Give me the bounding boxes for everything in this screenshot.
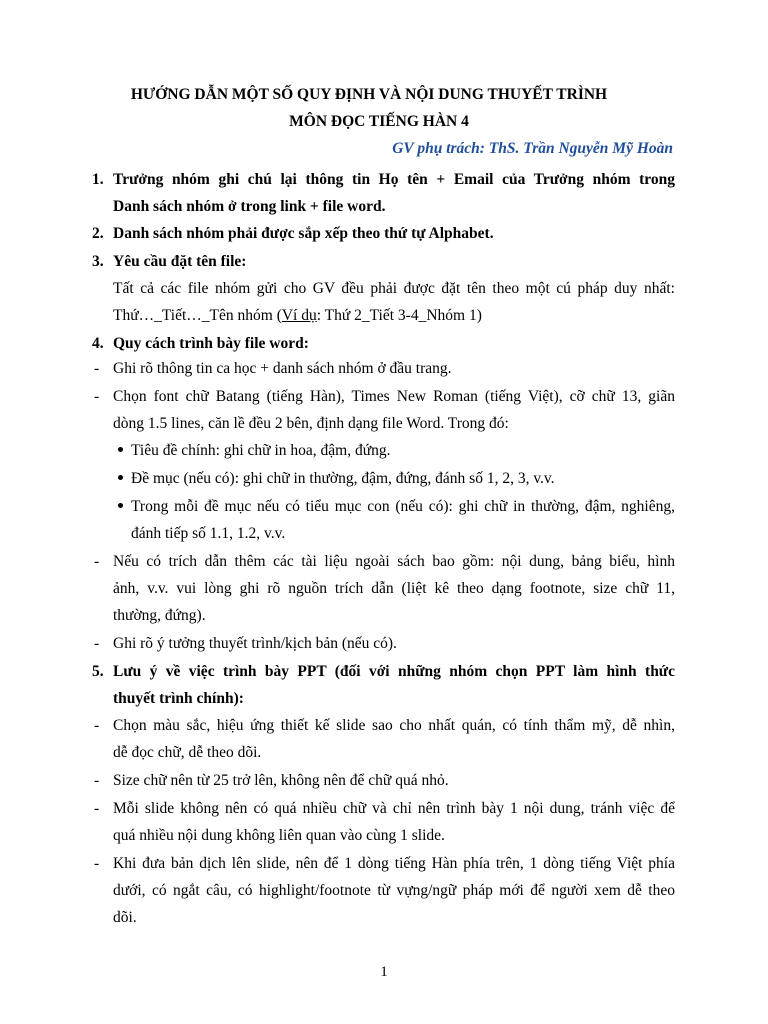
item-5-dash-1-line-1: Chọn màu sắc, hiệu ứng thiết kế slide sao cho nhất quán, có tính thẩm mỹ, dễ nhìn, bbox=[113, 717, 675, 734]
dash-marker: - bbox=[94, 388, 100, 405]
item-3-body-line-1: Tất cả các file nhóm gửi cho GV đều phải được đặt tên theo một cú pháp duy nhất: bbox=[113, 280, 675, 297]
bullet-marker bbox=[118, 475, 123, 480]
example-label: Ví dụ bbox=[281, 307, 317, 324]
filename-pattern: Thứ…_Tiết…_Tên nhóm ( bbox=[113, 307, 282, 324]
item-1-number: 1. bbox=[92, 171, 104, 188]
item-2-line-1: Danh sách nhóm phải được sắp xếp theo thứ tự Alphabet. bbox=[113, 225, 494, 242]
item-4-bullet-2: Đề mục (nếu có): ghi chữ in thường, đậm, đứng, đánh số 1, 2, 3, v.v. bbox=[131, 470, 555, 487]
item-4-dash-2-line-2: dòng 1.5 lines, căn lề đều 2 bên, định dạng file Word. Trong đó: bbox=[113, 415, 509, 432]
dash-marker: - bbox=[94, 553, 100, 570]
page-number: 1 bbox=[380, 964, 388, 980]
dash-marker: - bbox=[94, 360, 100, 377]
item-5-dash-1-line-2: dễ đọc chữ, dễ theo dõi. bbox=[113, 744, 262, 761]
dash-marker: - bbox=[94, 800, 100, 817]
item-4-dash-1: Ghi rõ thông tin ca học + danh sách nhóm ở đầu trang. bbox=[113, 360, 452, 377]
item-3-number: 3. bbox=[92, 253, 104, 270]
dash-marker: - bbox=[94, 772, 100, 789]
item-3-body-line-2 bbox=[113, 306, 675, 326]
document-title-line1: HƯỚNG DẪN MỘT SỐ QUY ĐỊNH VÀ NỘI DUNG THUYẾT TRÌNH bbox=[130, 86, 608, 103]
dash-marker: - bbox=[94, 717, 100, 734]
dash-marker: - bbox=[94, 635, 100, 652]
bullet-marker bbox=[118, 503, 123, 508]
item-4-dash-3-line-1: Nếu có trích dẫn thêm các tài liệu ngoài sách bao gồm: nội dung, bảng biểu, hình bbox=[113, 553, 675, 570]
item-5-dash-4-line-2: dưới, có ngắt câu, có highlight/footnote từ vựng/ngữ pháp mới để người xem dễ theo bbox=[113, 882, 675, 899]
item-5-dash-4-line-1: Khi đưa bản dịch lên slide, nên để 1 dòng tiếng Hàn phía trên, 1 dòng tiếng Việt phía bbox=[113, 855, 675, 872]
item-4-bullet-1: Tiêu đề chính: ghi chữ in hoa, đậm, đứng. bbox=[131, 442, 391, 459]
example-value: : Thứ 2_Tiết 3-4_Nhóm 1) bbox=[316, 307, 482, 324]
item-4-dash-3-line-2: ảnh, v.v. vui lòng ghi rõ nguồn trích dẫn (liệt kê theo dạng footnote, size chữ 11, bbox=[113, 580, 675, 597]
item-4-number: 4. bbox=[92, 335, 104, 352]
item-5-heading-line-1: Lưu ý về việc trình bày PPT (đối với những nhóm chọn PPT làm hình thức bbox=[113, 663, 675, 680]
item-5-dash-3-line-2: quá nhiều nội dung không liên quan vào cùng 1 slide. bbox=[113, 827, 445, 844]
item-5-heading-line-2: thuyết trình chính): bbox=[113, 690, 244, 707]
item-4-heading: Quy cách trình bày file word: bbox=[113, 335, 309, 352]
item-5-number: 5. bbox=[92, 663, 104, 680]
item-5-dash-4-line-3: dõi. bbox=[113, 909, 137, 926]
bullet-marker bbox=[118, 447, 123, 452]
item-5-dash-3-line-1: Mỗi slide không nên có quá nhiều chữ và chỉ nên trình bày 1 nội dung, tránh việc để bbox=[113, 800, 675, 817]
item-4-dash-4: Ghi rõ ý tưởng thuyết trình/kịch bản (nếu có). bbox=[113, 635, 397, 652]
item-2-number: 2. bbox=[92, 225, 104, 242]
item-1-line-2: Danh sách nhóm ở trong link + file word. bbox=[113, 198, 386, 215]
item-5-dash-2: Size chữ nên từ 25 trở lên, không nên để chữ quá nhỏ. bbox=[113, 772, 449, 789]
item-1-line-1: Trưởng nhóm ghi chú lại thông tin Họ tên + Email của Trưởng nhóm trong bbox=[113, 171, 675, 188]
item-4-dash-3-line-3: thường, đứng). bbox=[113, 607, 206, 624]
item-4-bullet-3-line-2: đánh tiếp số 1.1, 1.2, v.v. bbox=[131, 525, 286, 542]
item-4-dash-2-line-1: Chọn font chữ Batang (tiếng Hàn), Times New Roman (tiếng Việt), cỡ chữ 13, giãn bbox=[113, 388, 675, 405]
item-3-heading: Yêu cầu đặt tên file: bbox=[113, 253, 247, 270]
item-4-bullet-3-line-1: Trong mỗi đề mục nếu có tiểu mục con (nếu có): ghi chữ in thường, đậm, nghiêng, bbox=[131, 498, 675, 515]
teacher-line: GV phụ trách: ThS. Trần Nguyễn Mỹ Hoàn bbox=[392, 140, 673, 157]
dash-marker: - bbox=[94, 855, 100, 872]
document-title-line2: MÔN ĐỌC TIẾNG HÀN 4 bbox=[289, 113, 469, 130]
